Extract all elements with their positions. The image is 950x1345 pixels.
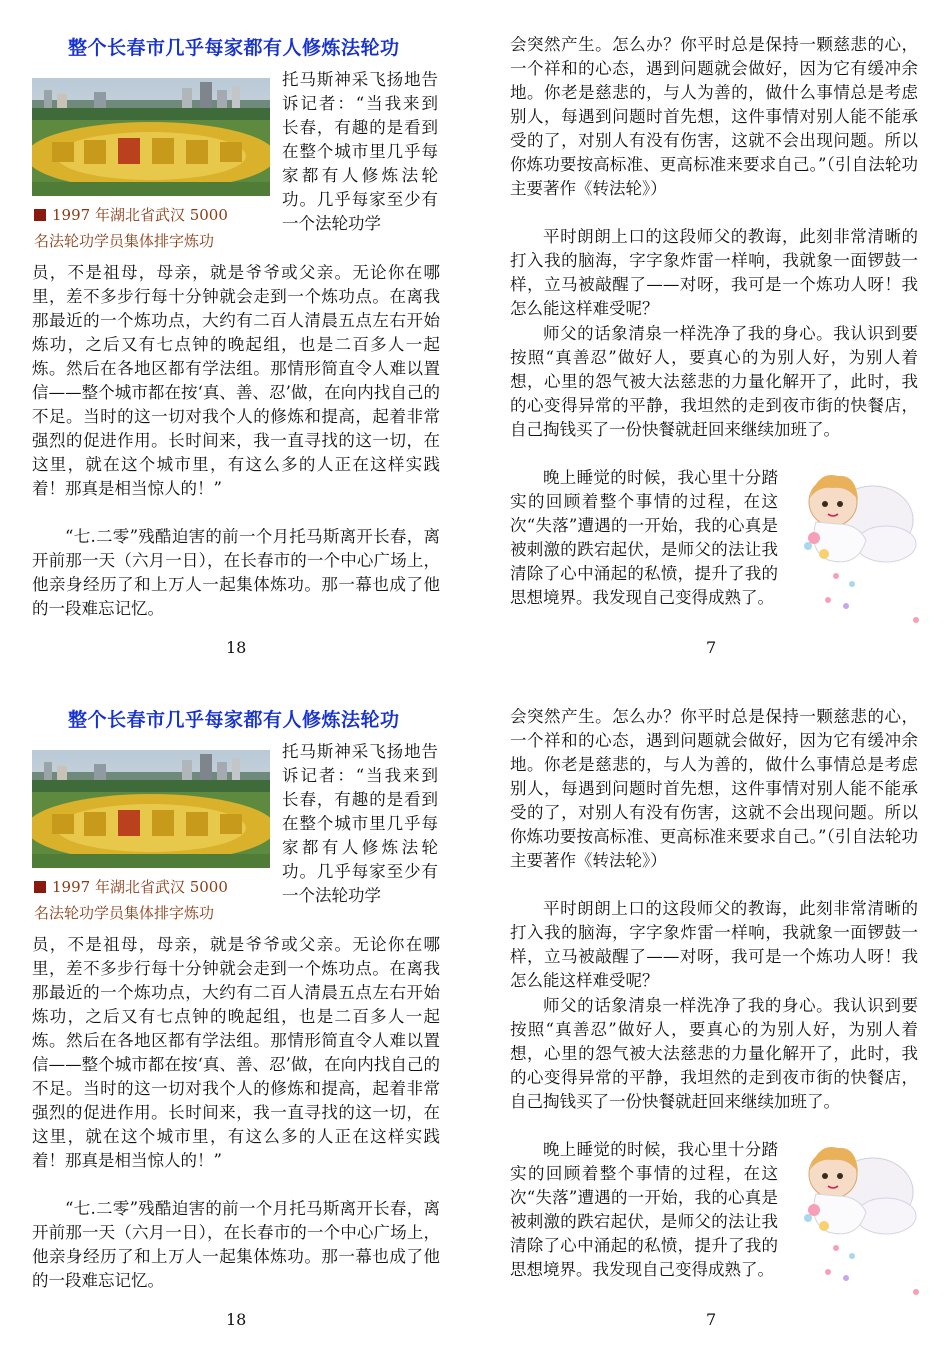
main-text: 员，不是祖母，母亲，就是爷爷或父亲。无论你在哪里，差不多步行每十分钟就会走到一个炼功点。在离我那最近的一个炼功点，大约有二百人清晨五点左右开始炼功，之后又有七点钟的晚起组，也是二百多人一起炼。然后在各地区都有学法组。那情形简直令人难以置信——整个城市都在按‘真、善、忍’做，在向内找自己的不足。当时的这一切对我个人的修炼和提高，起着非常强烈的促进作用。长时间来，我一直寻找的这一切，在这里，就在这个城市里，有这么多的人正在这样实践着！那真是相当惊人的！” xyxy=(32,263,440,498)
story-para-4: 晚上睡觉的时候，我心里十分踏实的回顾着整个事情的过程，在这次“失落”遭遇的一开始，我的心真是被刺激的跌宕起伏，是师父的法让我清除了心中涌起的私愤，提升了我的思想境界。我发现自己变得成熟了。 xyxy=(510,1140,778,1279)
main-text: 员，不是祖母，母亲，就是爷爷或父亲。无论你在哪里，差不多步行每十分钟就会走到一个炼功点。在离我那最近的一个炼功点，大约有二百人清晨五点左右开始炼功，之后又有七点钟的晚起组，也是二百多人一起炼。然后在各地区都有学法组。那情形简直令人难以置信——整个城市都在按‘真、善、忍’做，在向内找自己的不足。当时的这一切对我个人的修炼和提高，起着非常强烈的促进作用。长时间来，我一直寻找的这一切，在这里，就在这个城市里，有这么多的人正在这样实践着！那真是相当惊人的！” xyxy=(32,935,440,1170)
caption-line-2: 名法轮功学员集体排字炼功 xyxy=(34,232,215,250)
main-text-2: “七.二零”残酷迫害的前一个月托马斯离开长春，离开前那一天（六月一日），在长春市的一个中心广场上，他亲身经历了和上万人一起集体炼功。那一幕也成了他的一段难忘记忆。 xyxy=(32,1199,440,1290)
side-text: 托马斯神采飞扬地告诉记者：“当我来到长春，有趣的是看到在整个城市里几乎每家都有人修炼法轮功。几乎每家至少有一个法轮功学 xyxy=(282,70,438,233)
page-number-right: 7 xyxy=(706,638,717,657)
article-title: 整个长春市几乎每家都有人修炼法轮功 xyxy=(68,37,400,59)
crowd-formation-photo xyxy=(32,750,270,868)
story-para-1: 会突然产生。怎么办？你平时总是保持一颗慈悲的心，一个祥和的心态，遇到问题就会做好，因为它有缓冲余地。你老是慈悲的，与人为善的，做什么事情总是考虑别人，每遇到问题时首先想，这件事情对别人能不能承受的了，对别人有没有伤害，这就不会出现问题。所以你炼功要按高标准、更高标准来要求自己。”（引自法轮功主要著作《转法轮》） xyxy=(510,35,918,198)
caption-line-1: 1997 年湖北省武汉 5000 xyxy=(52,878,228,896)
article-title: 整个长春市几乎每家都有人修炼法轮功 xyxy=(68,709,400,731)
page-number-right: 7 xyxy=(706,1310,717,1329)
side-text: 托马斯神采飞扬地告诉记者：“当我来到长春，有趣的是看到在整个城市里几乎每家都有人修炼法轮功。几乎每家至少有一个法轮功学 xyxy=(282,742,438,905)
caption-line-1: 1997 年湖北省武汉 5000 xyxy=(52,206,228,224)
square-bullet-icon xyxy=(34,881,46,893)
main-text-2: “七.二零”残酷迫害的前一个月托马斯离开长春，离开前那一天（六月一日），在长春市的一个中心广场上，他亲身经历了和上万人一起集体炼功。那一幕也成了他的一段难忘记忆。 xyxy=(32,527,440,618)
spread-bottom xyxy=(0,672,950,1344)
story-para-3: 师父的话象清泉一样洗净了我的身心。我认识到要按照“真善忍”做好人，要真心的为别人好，为别人着想，心里的怨气被大法慈悲的力量化解开了，此时，我的心变得异常的平静，我坦然的走到夜市街的快餐店，自己掏钱买了一份快餐就赶回来继续加班了。 xyxy=(510,996,918,1111)
angel-illustration xyxy=(778,1132,923,1312)
photo-caption xyxy=(34,202,274,254)
spread-top xyxy=(0,0,950,672)
story-para-3: 师父的话象清泉一样洗净了我的身心。我认识到要按照“真善忍”做好人，要真心的为别人好，为别人着想，心里的怨气被大法慈悲的力量化解开了，此时，我的心变得异常的平静，我坦然的走到夜市街的快餐店，自己掏钱买了一份快餐就赶回来继续加班了。 xyxy=(510,324,918,439)
photo-caption xyxy=(34,874,274,926)
caption-line-2: 名法轮功学员集体排字炼功 xyxy=(34,904,215,922)
story-para-1: 会突然产生。怎么办？你平时总是保持一颗慈悲的心，一个祥和的心态，遇到问题就会做好，因为它有缓冲余地。你老是慈悲的，与人为善的，做什么事情总是考虑别人，每遇到问题时首先想，这件事情对别人能不能承受的了，对别人有没有伤害，这就不会出现问题。所以你炼功要按高标准、更高标准来要求自己。”（引自法轮功主要著作《转法轮》） xyxy=(510,707,918,870)
square-bullet-icon xyxy=(34,209,46,221)
angel-illustration xyxy=(778,460,923,640)
page-number-left: 18 xyxy=(226,1310,247,1329)
story-para-2: 平时朗朗上口的这段师父的教诲，此刻非常清晰的打入我的脑海，字字象炸雷一样响，我就象一面锣鼓一样，立马被敲醒了——对呀，我可是一个炼功人呀！我怎么能这样难受呢？ xyxy=(510,227,918,318)
story-para-4: 晚上睡觉的时候，我心里十分踏实的回顾着整个事情的过程，在这次“失落”遭遇的一开始，我的心真是被刺激的跌宕起伏，是师父的法让我清除了心中涌起的私愤，提升了我的思想境界。我发现自己变得成熟了。 xyxy=(510,468,778,607)
crowd-formation-photo xyxy=(32,78,270,196)
page-number-left: 18 xyxy=(226,638,247,657)
story-para-2: 平时朗朗上口的这段师父的教诲，此刻非常清晰的打入我的脑海，字字象炸雷一样响，我就象一面锣鼓一样，立马被敲醒了——对呀，我可是一个炼功人呀！我怎么能这样难受呢？ xyxy=(510,899,918,990)
